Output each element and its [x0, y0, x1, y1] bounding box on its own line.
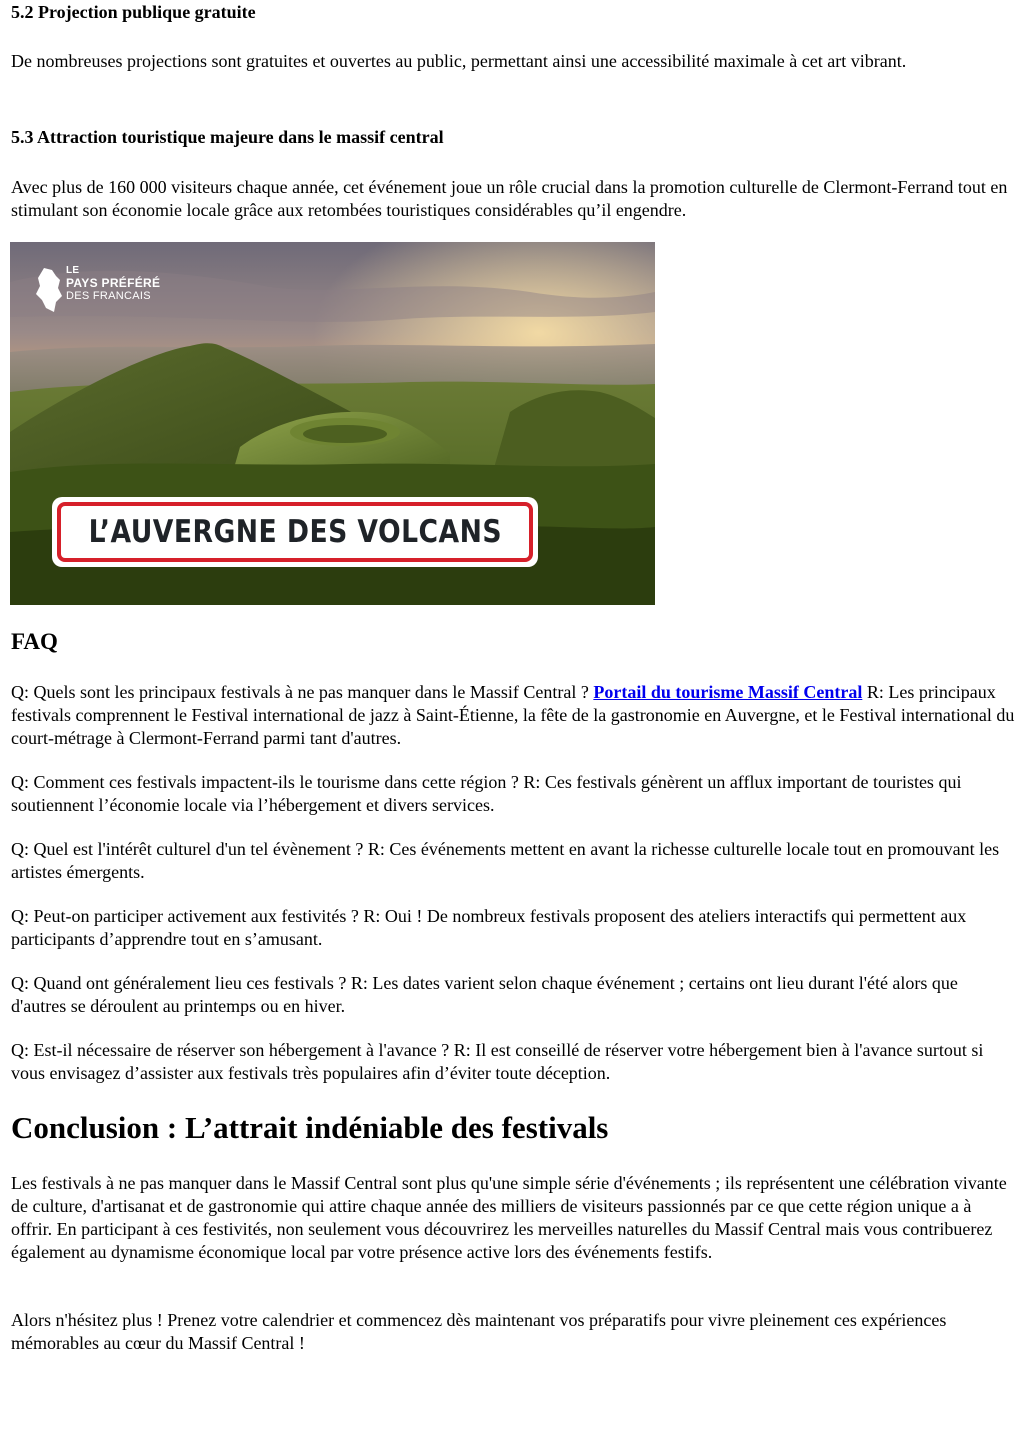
- road-sign-border: [57, 502, 533, 562]
- logo-line-2: PAYS PRÉFÉRÉ: [66, 276, 161, 290]
- logo-line-1: LE: [66, 265, 80, 276]
- auvergne-volcans-image: [10, 242, 655, 605]
- logo-line-3: DES FRANCAIS: [66, 290, 151, 302]
- section-5-3-heading: 5.3 Attraction touristique majeure dans le massif central: [11, 127, 444, 147]
- conclusion-paragraph-2: Alors n'hésitez plus ! Prenez votre calendrier et commencez dès maintenant vos préparatifs pour vivre pleinement ces expériences mémorables au cœur du Massif Central !: [11, 1310, 947, 1353]
- faq-item-1-answer: R: Les principaux festivals comprennent le Festival international de jazz à Saint-Étienne, la fête de la gastronomie en Auvergne, et le Festival international du court-métrage à Clermont-Ferrand parmi tant d'autres.: [11, 682, 1015, 748]
- section-5-3-text: Avec plus de 160 000 visiteurs chaque année, cet événement joue un rôle crucial dans la promotion culturelle de Clermont-Ferrand tout en stimulant son économie locale grâce aux retombées touristiques considérables qu’il engendre.: [11, 177, 1008, 220]
- faq-item-2: Q: Comment ces festivals impactent-ils le tourisme dans cette région ? R: Ces festivals génèrent un afflux important de touristes qui soutiennent l’économie locale via l’hébergement et divers services.: [11, 772, 962, 815]
- road-sign: [52, 497, 538, 567]
- faq-item-6: Q: Est-il nécessaire de réserver son hébergement à l'avance ? R: Il est conseillé de réserver votre hébergement bien à l'avance surtout si vous envisagez d’assister aux festivals très populaires afin d’éviter toute déception.: [11, 1040, 984, 1083]
- faq-item-5: Q: Quand ont généralement lieu ces festivals ? R: Les dates varient selon chaque événement ; certains ont lieu durant l'été alors que d'autres se déroulent au printemps ou en hiver.: [11, 973, 958, 1016]
- road-sign-text: L’AUVERGNE DES VOLCANS: [88, 513, 502, 550]
- faq-heading: FAQ: [11, 629, 58, 654]
- conclusion-paragraph-1: Les festivals à ne pas manquer dans le Massif Central sont plus qu'une simple série d'événements ; ils représentent une célébration vivante de culture, d'artisanat et de gastronomie qui attire chaque année des milliers de visiteurs passionnés par ce que cette région unique a à offrir. En participant à ces festivités, non seulement vous découvrirez les merveilles naturelles du Massif Central mais vous contribuerez également au dynamisme économique local par votre présence active lors des événements festifs.: [11, 1173, 1007, 1262]
- auvergne-map-icon: [36, 268, 62, 312]
- faq-item-1: [11, 681, 1017, 750]
- faq-item-4: Q: Peut-on participer activement aux festivités ? R: Oui ! De nombreux festivals proposent des ateliers interactifs qui permettent aux participants d’apprendre tout en s’amusant.: [11, 906, 967, 949]
- pays-prefere-logo: [36, 262, 196, 322]
- faq-item-3: Q: Quel est l'intérêt culturel d'un tel évènement ? R: Ces événements mettent en avant la richesse culturelle locale tout en promouvant les artistes émergents.: [11, 839, 1000, 882]
- faq-item-1-question: Q: Quels sont les principaux festivals à ne pas manquer dans le Massif Central ?: [11, 682, 589, 702]
- section-5-2-text: De nombreuses projections sont gratuites et ouvertes au public, permettant ainsi une accessibilité maximale à cet art vibrant.: [11, 51, 907, 71]
- tourism-portal-link[interactable]: Portail du tourisme Massif Central: [593, 682, 863, 702]
- conclusion-heading: Conclusion : L’attrait indéniable des festivals: [11, 1110, 609, 1145]
- section-5-2-heading: 5.2 Projection publique gratuite: [11, 2, 256, 22]
